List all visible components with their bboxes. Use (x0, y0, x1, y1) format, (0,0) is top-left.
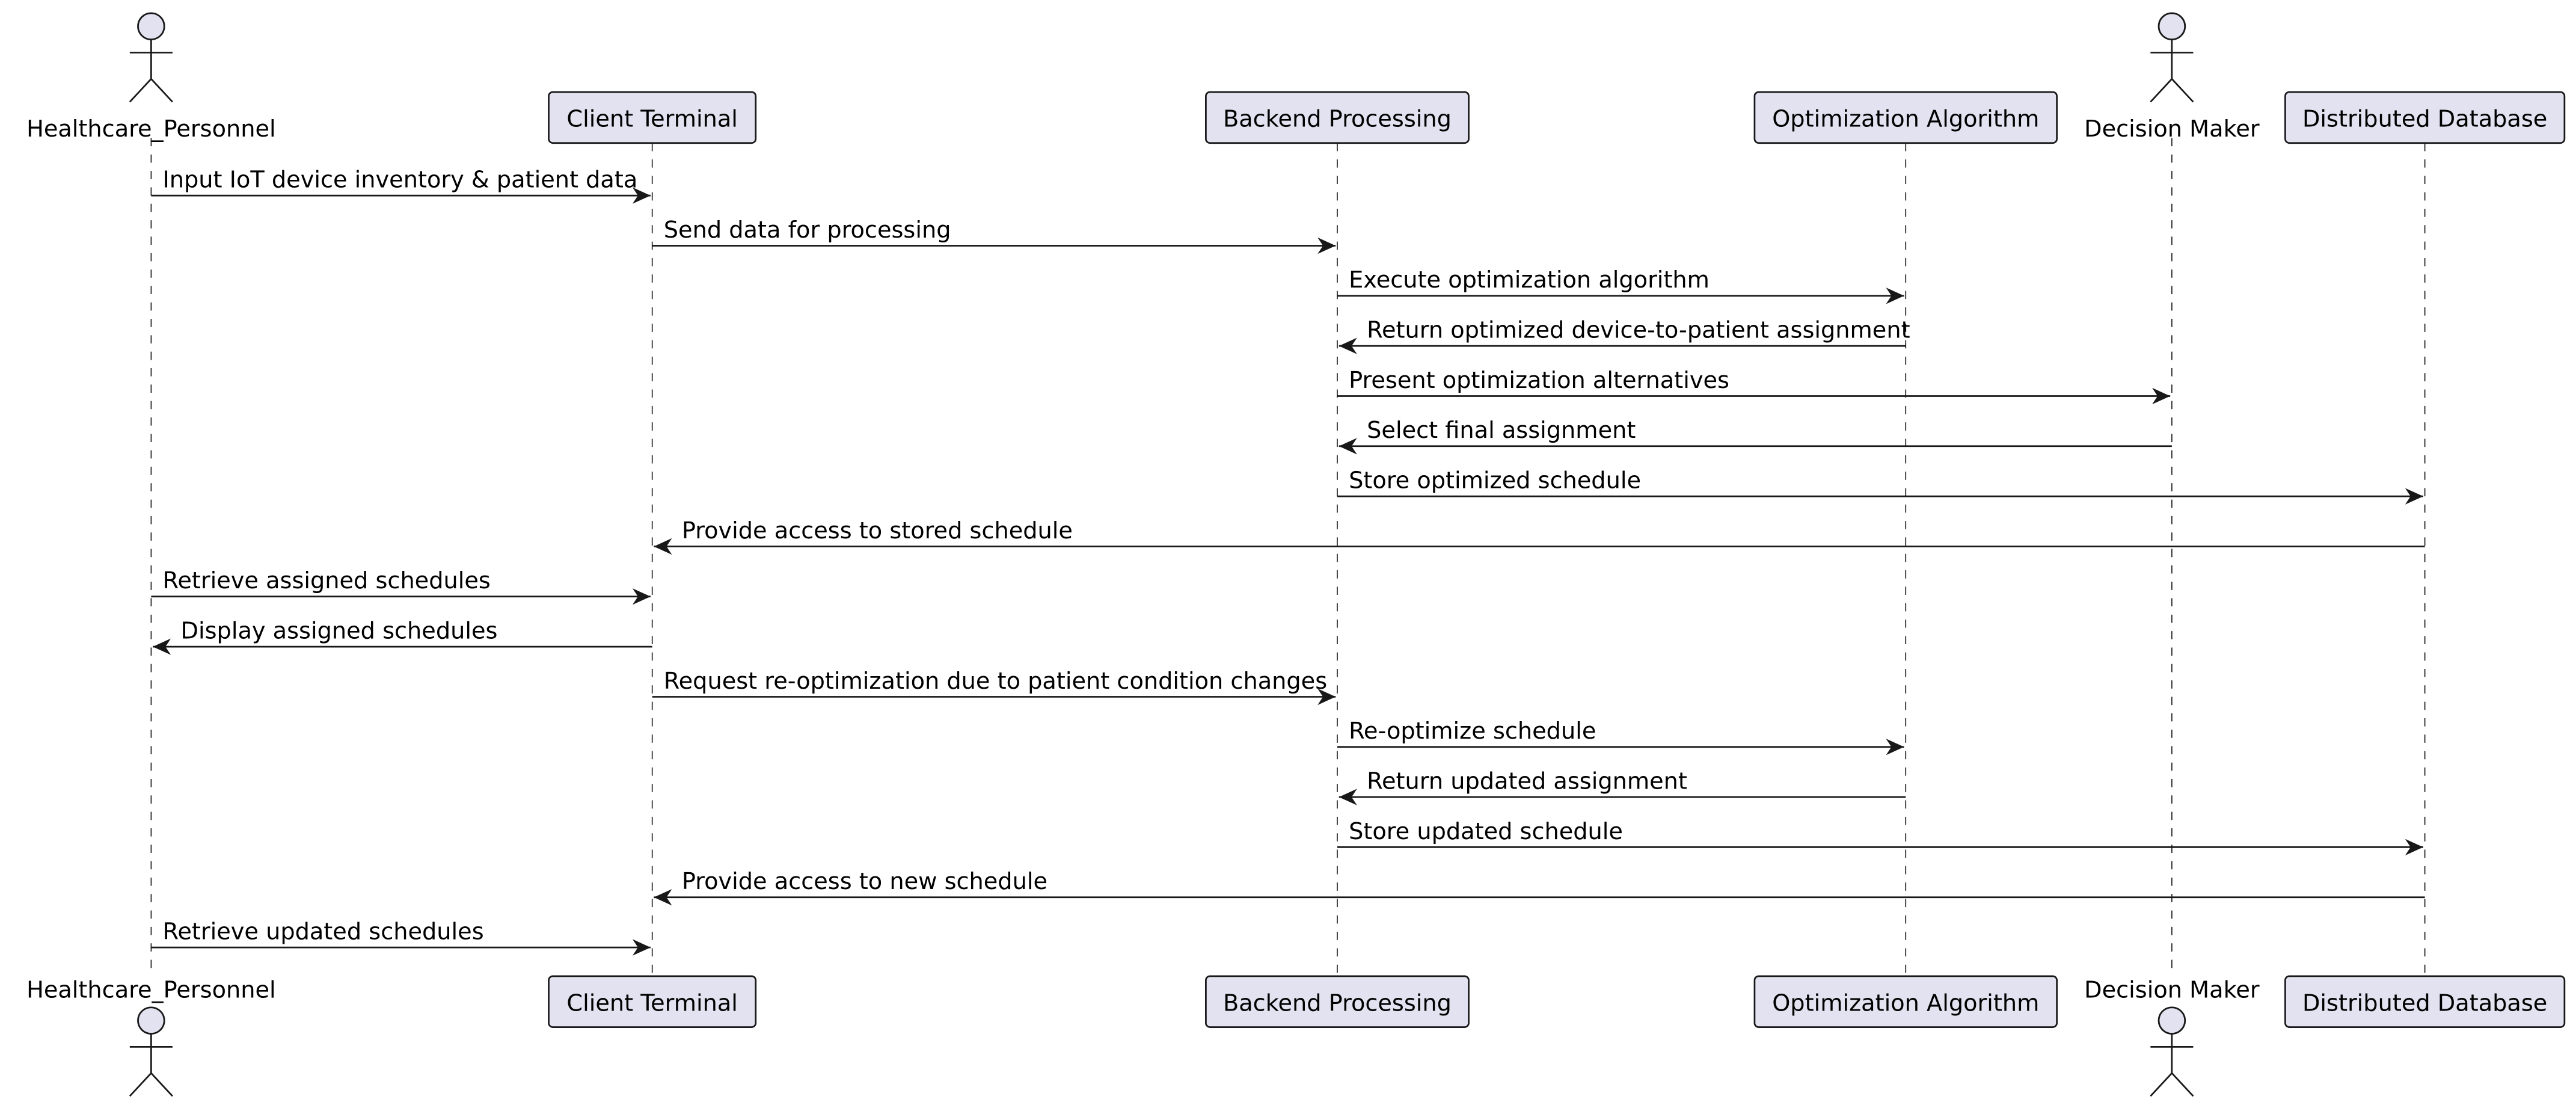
actor-dm-top (2084, 13, 2260, 143)
actor-body-icon (2172, 1073, 2194, 1096)
message-label: Store optimized schedule (1349, 467, 1642, 494)
participant-label: Optimization Algorithm (1772, 105, 2040, 133)
message-label: Select final assignment (1367, 417, 1636, 445)
message (1339, 316, 1910, 354)
actor-dm-bottom (2084, 976, 2260, 1096)
message (1339, 768, 1906, 805)
message (1337, 818, 2423, 855)
actor-head-icon (2159, 1008, 2185, 1034)
message (1337, 718, 1904, 755)
message-label: Retrieve assigned schedules (162, 567, 491, 595)
participant-oa-bottom (1755, 976, 2057, 1027)
participant-ct-bottom (549, 976, 756, 1027)
actor-hp-top (26, 13, 276, 143)
participant-label: Client Terminal (566, 105, 738, 133)
message-label: Return optimized device-to-patient assignment (1367, 316, 1910, 344)
message (151, 567, 651, 605)
message-label: Provide access to new schedule (681, 868, 1047, 896)
message (1337, 367, 2170, 404)
message-label: Store updated schedule (1349, 817, 1623, 845)
message (151, 918, 651, 955)
message (654, 517, 2424, 555)
participant-label: Decision Maker (2084, 115, 2260, 143)
message-label: Display assigned schedules (180, 617, 498, 645)
actor-body-icon (2150, 79, 2172, 102)
participants-top (26, 13, 2565, 143)
message (654, 868, 2424, 905)
message-label: Send data for processing (663, 216, 951, 244)
message (1337, 266, 1904, 304)
message-label: Input IoT device inventory & patient data (162, 166, 638, 194)
message (153, 617, 652, 654)
participant-label: Backend Processing (1222, 989, 1452, 1017)
actor-head-icon (138, 13, 165, 40)
actor-head-icon (2159, 13, 2185, 40)
message-label: Provide access to stored schedule (681, 517, 1073, 544)
actor-body-icon (130, 1073, 152, 1096)
message (151, 166, 651, 203)
actor-body-icon (151, 1073, 173, 1096)
participant-label: Healthcare_Personnel (26, 976, 276, 1004)
participant-bp-top (1206, 92, 1468, 143)
messages (151, 166, 2424, 955)
message-label: Present optimization alternatives (1349, 366, 1729, 394)
participants-bottom (26, 976, 2565, 1096)
actor-body-icon (2172, 79, 2194, 102)
participant-db-top (2285, 92, 2564, 143)
participant-label: Optimization Algorithm (1772, 989, 2040, 1017)
participant-label: Distributed Database (2302, 989, 2548, 1017)
message-label: Execute optimization algorithm (1349, 266, 1710, 294)
participant-oa-top (1755, 92, 2057, 143)
message-label: Re-optimize schedule (1349, 718, 1596, 745)
actor-body-icon (2150, 1073, 2172, 1096)
participant-label: Healthcare_Personnel (26, 115, 276, 143)
actor-body-icon (130, 79, 152, 102)
message-label: Retrieve updated schedules (162, 918, 484, 946)
message (652, 668, 1336, 705)
participant-label: Client Terminal (566, 989, 738, 1017)
actor-body-icon (151, 79, 173, 102)
participant-bp-bottom (1206, 976, 1468, 1027)
message (1339, 417, 2172, 454)
participant-label: Decision Maker (2084, 976, 2260, 1004)
participant-db-bottom (2285, 976, 2564, 1027)
message-label: Request re-optimization due to patient condition changes (663, 667, 1328, 695)
participant-label: Distributed Database (2302, 105, 2548, 133)
message-label: Return updated assignment (1367, 768, 1687, 795)
lifelines (151, 138, 2424, 976)
actor-hp-bottom (26, 976, 276, 1096)
actor-head-icon (138, 1008, 165, 1034)
participant-ct-top (549, 92, 756, 143)
participant-label: Backend Processing (1222, 105, 1452, 133)
message (1337, 467, 2423, 504)
message (652, 217, 1336, 254)
